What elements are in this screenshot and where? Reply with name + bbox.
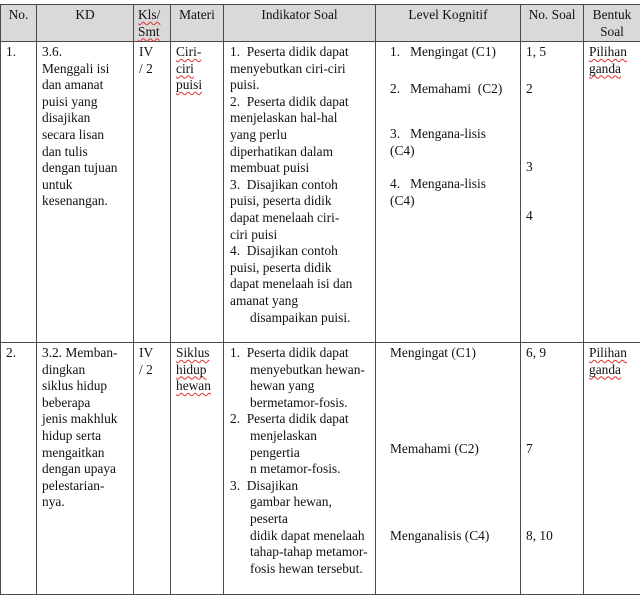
header-soal: Soal: [589, 24, 635, 41]
kd-line: 3.2. Memban-: [42, 345, 128, 362]
kd-line: hidup serta: [42, 428, 128, 445]
table-row: [1, 343, 640, 595]
row-level-kognitif: [376, 343, 521, 595]
indikator-line: tahap-tahap metamor-: [230, 544, 370, 561]
bentuk-value: Pilihan: [589, 44, 627, 59]
indikator-line: 4. Disajikan contoh: [230, 243, 370, 260]
indikator-line: dapat menelaah isi dan: [230, 276, 370, 293]
header-kls-smt: [134, 5, 171, 42]
kd-line: untuk: [42, 177, 128, 194]
bentuk-value: ganda: [589, 362, 621, 377]
kd-line: puisi yang: [42, 94, 128, 111]
kd-line: dingkan: [42, 362, 128, 379]
level-item: Menganalisis (C4): [390, 528, 515, 545]
row-kls-smt: [134, 42, 171, 343]
header-kls: Kls/: [138, 7, 165, 24]
kisi-kisi-table: [0, 4, 640, 595]
level-item: 4. Mengana-lisis: [390, 176, 515, 193]
indikator-line: ciri puisi: [230, 227, 370, 244]
no-soal-item: 3: [526, 159, 578, 176]
kd-line: disajikan: [42, 110, 128, 127]
row-no: 2.: [1, 343, 37, 595]
kd-line: pelestarian-: [42, 478, 128, 495]
indikator-line: 2. Peserta didik dapat: [230, 94, 370, 111]
kd-line: secara lisan: [42, 127, 128, 144]
kd-line: dan tulis: [42, 144, 128, 161]
no-soal-item: 4: [526, 208, 578, 225]
row-no-soal: [521, 42, 584, 343]
header-kd: KD: [37, 5, 134, 42]
row-bentuk-soal: [584, 42, 640, 343]
kd-line: jenis makhluk: [42, 411, 128, 428]
kd-line: Menggali isi: [42, 61, 128, 78]
header-indikator: Indikator Soal: [224, 5, 376, 42]
row-no: 1.: [1, 42, 37, 343]
indikator-line: disampaikan puisi.: [230, 310, 370, 327]
smt-value: / 2: [139, 61, 165, 78]
smt-value: / 2: [139, 362, 165, 379]
header-no-soal: No. Soal: [521, 5, 584, 42]
row-kd: [37, 42, 134, 343]
indikator-line: yang perlu: [230, 127, 370, 144]
level-item: Memahami (C2): [390, 441, 515, 458]
row-bentuk-soal: [584, 343, 640, 595]
indikator-line: diperhatikan dalam: [230, 144, 370, 161]
materi-line: Siklus: [176, 345, 210, 360]
indikator-line: 1. Peserta didik dapat: [230, 345, 370, 362]
kd-line: nya.: [42, 494, 128, 511]
materi-line: ciri: [176, 61, 194, 76]
bentuk-value: Pilihan: [589, 345, 627, 360]
kisi-kisi-table-container: [0, 4, 640, 595]
no-soal-item: 1, 5: [526, 44, 578, 61]
indikator-line: menyebutkan ciri-ciri: [230, 61, 370, 78]
kd-line: siklus hidup: [42, 378, 128, 395]
no-soal-item: 6, 9: [526, 345, 578, 362]
kd-line: kesenangan.: [42, 193, 128, 210]
row-kd: [37, 343, 134, 595]
materi-line: puisi: [176, 77, 202, 92]
materi-line: hewan: [176, 378, 211, 393]
no-soal-item: 8, 10: [526, 528, 578, 545]
table-row: [1, 42, 640, 343]
kd-line: beberapa: [42, 395, 128, 412]
no-soal-item: 2: [526, 81, 578, 98]
row-indikator: [224, 343, 376, 595]
indikator-line: 2. Peserta didik dapat: [230, 411, 370, 428]
indikator-line: puisi.: [230, 77, 370, 94]
indikator-line: fosis hewan tersebut.: [230, 561, 370, 578]
kd-line: dengan upaya: [42, 461, 128, 478]
bentuk-value: ganda: [589, 61, 621, 76]
indikator-line: 3. Disajikan: [230, 478, 370, 495]
materi-line: Ciri-: [176, 44, 201, 59]
indikator-line: membuat puisi: [230, 160, 370, 177]
indikator-line: menjelaskan hal-hal: [230, 110, 370, 127]
row-indikator: [224, 42, 376, 343]
header-bentuk: Bentuk: [589, 7, 635, 24]
materi-line: hidup: [176, 362, 207, 377]
indikator-line: dapat menelaah ciri-: [230, 210, 370, 227]
indikator-line: bermetamor-fosis.: [230, 395, 370, 412]
level-item: (C4): [390, 193, 515, 210]
no-soal-item: 7: [526, 441, 578, 458]
kd-line: dengan tujuan: [42, 160, 128, 177]
kls-value: IV: [139, 44, 165, 61]
level-item: 2. Memahami (C2): [390, 81, 515, 98]
indikator-line: menyebutkan hewan-: [230, 362, 370, 379]
indikator-line: hewan yang: [230, 378, 370, 395]
kd-line: mengaitkan: [42, 445, 128, 462]
indikator-line: didik dapat menelaah: [230, 528, 370, 545]
level-item: 1. Mengingat (C1): [390, 44, 515, 61]
row-kls-smt: [134, 343, 171, 595]
header-materi: Materi: [171, 5, 224, 42]
indikator-line: puisi, peserta didik: [230, 193, 370, 210]
kd-line: dan amanat: [42, 77, 128, 94]
kd-line: 3.6.: [42, 44, 128, 61]
indikator-line: amanat yang: [230, 293, 370, 310]
indikator-line: 3. Disajikan contoh: [230, 177, 370, 194]
kls-value: IV: [139, 345, 165, 362]
indikator-line: puisi, peserta didik: [230, 260, 370, 277]
level-item: Mengingat (C1): [390, 345, 515, 362]
indikator-line: menjelaskan pengertia: [230, 428, 370, 461]
row-level-kognitif: [376, 42, 521, 343]
indikator-line: n metamor-fosis.: [230, 461, 370, 478]
indikator-line: gambar hewan, peserta: [230, 494, 370, 527]
header-smt: Smt: [138, 24, 165, 41]
level-item: 3. Mengana-lisis: [390, 126, 515, 143]
header-level-kognitif: Level Kognitif: [376, 5, 521, 42]
level-item: (C4): [390, 143, 515, 160]
row-materi: [171, 42, 224, 343]
header-row: [1, 5, 640, 42]
row-no-soal: [521, 343, 584, 595]
header-bentuk-soal: [584, 5, 640, 42]
row-materi: [171, 343, 224, 595]
indikator-line: 1. Peserta didik dapat: [230, 44, 370, 61]
header-no: No.: [1, 5, 37, 42]
